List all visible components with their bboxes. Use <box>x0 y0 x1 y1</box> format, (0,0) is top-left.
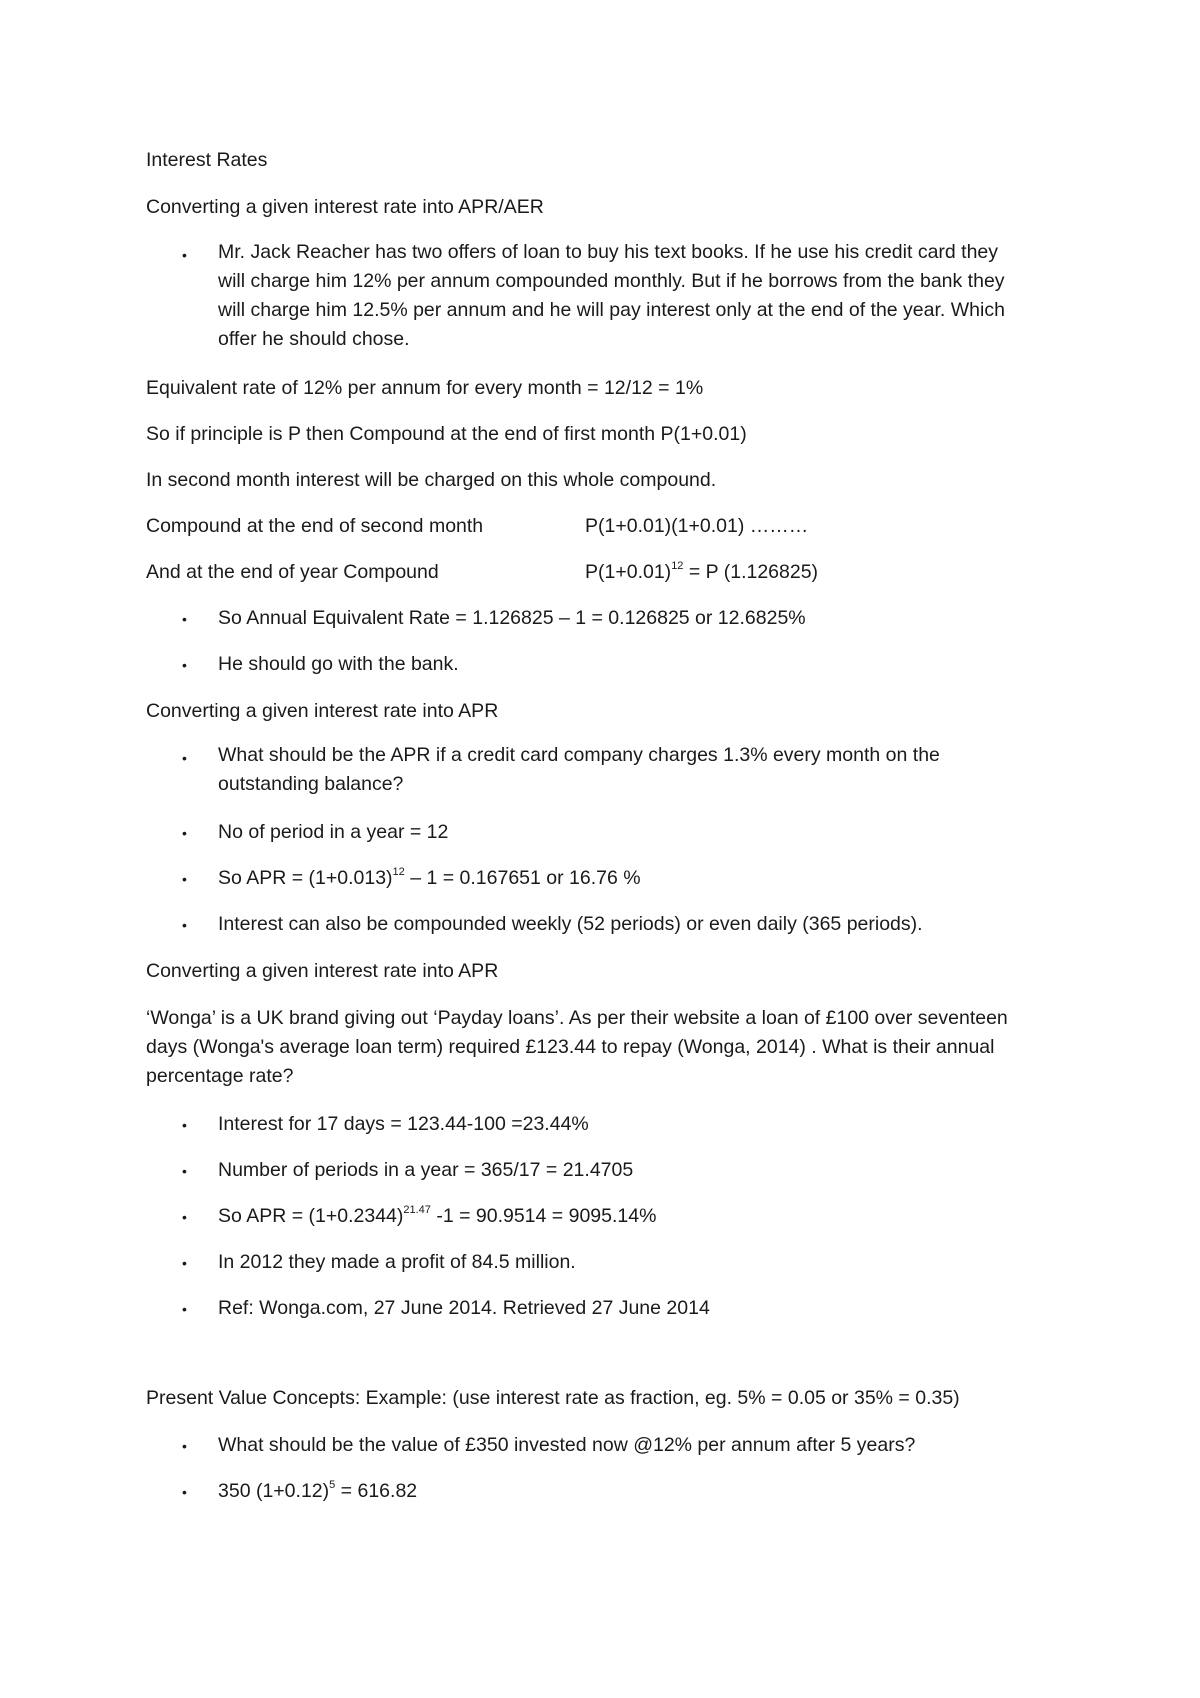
wonga-paragraph-line-3: percentage rate? <box>146 1065 294 1087</box>
wonga-apr-bullet: So APR = $(1+0.2344)^{21.47}$ -1 = 90.9514 = 9095.14% <box>218 1204 657 1227</box>
year-compound-label: And at the end of year Compound <box>146 561 439 583</box>
equivalent-rate-line: Equivalent rate of 12% per annum for every month = 12/12 = 1% <box>146 377 704 399</box>
document-title: Interest Rates <box>146 149 268 171</box>
section1-heading: Converting a given interest rate into APR/AER <box>146 196 544 218</box>
profit-bullet: In 2012 they made a profit of 84.5 million. <box>218 1251 576 1273</box>
principle-line: So if principle is P then Compound at the end of first month P(1+0.01) <box>146 423 747 445</box>
bullet-icon: • <box>182 1209 187 1225</box>
wonga-paragraph-line-1: ‘Wonga’ is a UK brand giving out ‘Payday loans’. As per their website a loan of £100 over seventeen <box>146 1007 1008 1029</box>
bullet-icon: • <box>182 871 187 887</box>
compounding-bullet: Interest can also be compounded weekly (52 periods) or even daily (365 periods). <box>218 913 923 935</box>
section1-question-line-1: Mr. Jack Reacher has two offers of loan to buy his text books. If he use his credit card they <box>218 241 999 263</box>
second-month-line: In second month interest will be charged on this whole compound. <box>146 469 717 491</box>
section2-heading: Converting a given interest rate into APR <box>146 700 499 722</box>
bullet-icon: • <box>182 917 187 933</box>
periods-bullet: No of period in a year = 12 <box>218 821 449 843</box>
bullet-icon: • <box>182 1117 187 1133</box>
section1-question-line-3: will charge him 12.5% per annum and he will pay interest only at the end of the year. Which <box>218 299 1005 321</box>
interest-bullet: Interest for 17 days = 123.44-100 =23.44% <box>218 1113 589 1135</box>
section3-heading: Converting a given interest rate into APR <box>146 960 499 982</box>
year-compound-value: $P(1+0.01)^{12} = P$ (1.126825) <box>585 560 819 583</box>
present-value-question-bullet: What should be the value of £350 invested now @12% per annum after 5 years? <box>218 1434 916 1456</box>
bullet-icon: • <box>182 1484 187 1500</box>
section1-question-line-4: offer he should chose. <box>218 328 410 350</box>
periods-per-year-bullet: Number of periods in a year = 365/17 = 21.4705 <box>218 1159 634 1181</box>
bullet-icon: • <box>182 1301 187 1317</box>
section2-question-line-1: What should be the APR if a credit card company charges 1.3% every month on the <box>218 744 940 766</box>
wonga-paragraph-line-2: days (Wonga's average loan term) required £123.44 to repay (Wonga, 2014) . What is their annual <box>146 1036 995 1058</box>
aer-bullet: So Annual Equivalent Rate = 1.126825 – 1 = 0.126825 or 12.6825% <box>218 607 806 629</box>
present-value-calc-bullet: 350 $(1+0.12)^5 = 616.82$ <box>218 1479 418 1502</box>
bullet-icon: • <box>182 657 187 673</box>
reference-bullet: Ref: Wonga.com, 27 June 2014. Retrieved 27 June 2014 <box>218 1297 710 1319</box>
section2-question-line-2: outstanding balance? <box>218 773 404 795</box>
section1-question-line-2: will charge him 12% per annum compounded monthly. But if he borrows from the bank they <box>218 270 1005 292</box>
bullet-icon: • <box>182 1438 187 1454</box>
bullet-icon: • <box>182 247 187 263</box>
bullet-icon: • <box>182 750 187 766</box>
section4-heading: Present Value Concepts: Example: (use interest rate as fraction, eg. 5% = 0.05 or 35% = 0.35) <box>146 1387 960 1409</box>
bullet-icon: • <box>182 611 187 627</box>
bullet-icon: • <box>182 825 187 841</box>
second-month-compound-label: Compound at the end of second month <box>146 515 484 537</box>
bank-bullet: He should go with the bank. <box>218 653 459 675</box>
bullet-icon: • <box>182 1163 187 1179</box>
apr-bullet: So APR = $(1+0.013)^{12} - 1 = 0.167651$ or 16.76 % <box>218 866 641 889</box>
bullet-icon: • <box>182 1255 187 1271</box>
second-month-compound-value: P(1+0.01)(1+0.01) ……… <box>585 515 809 537</box>
